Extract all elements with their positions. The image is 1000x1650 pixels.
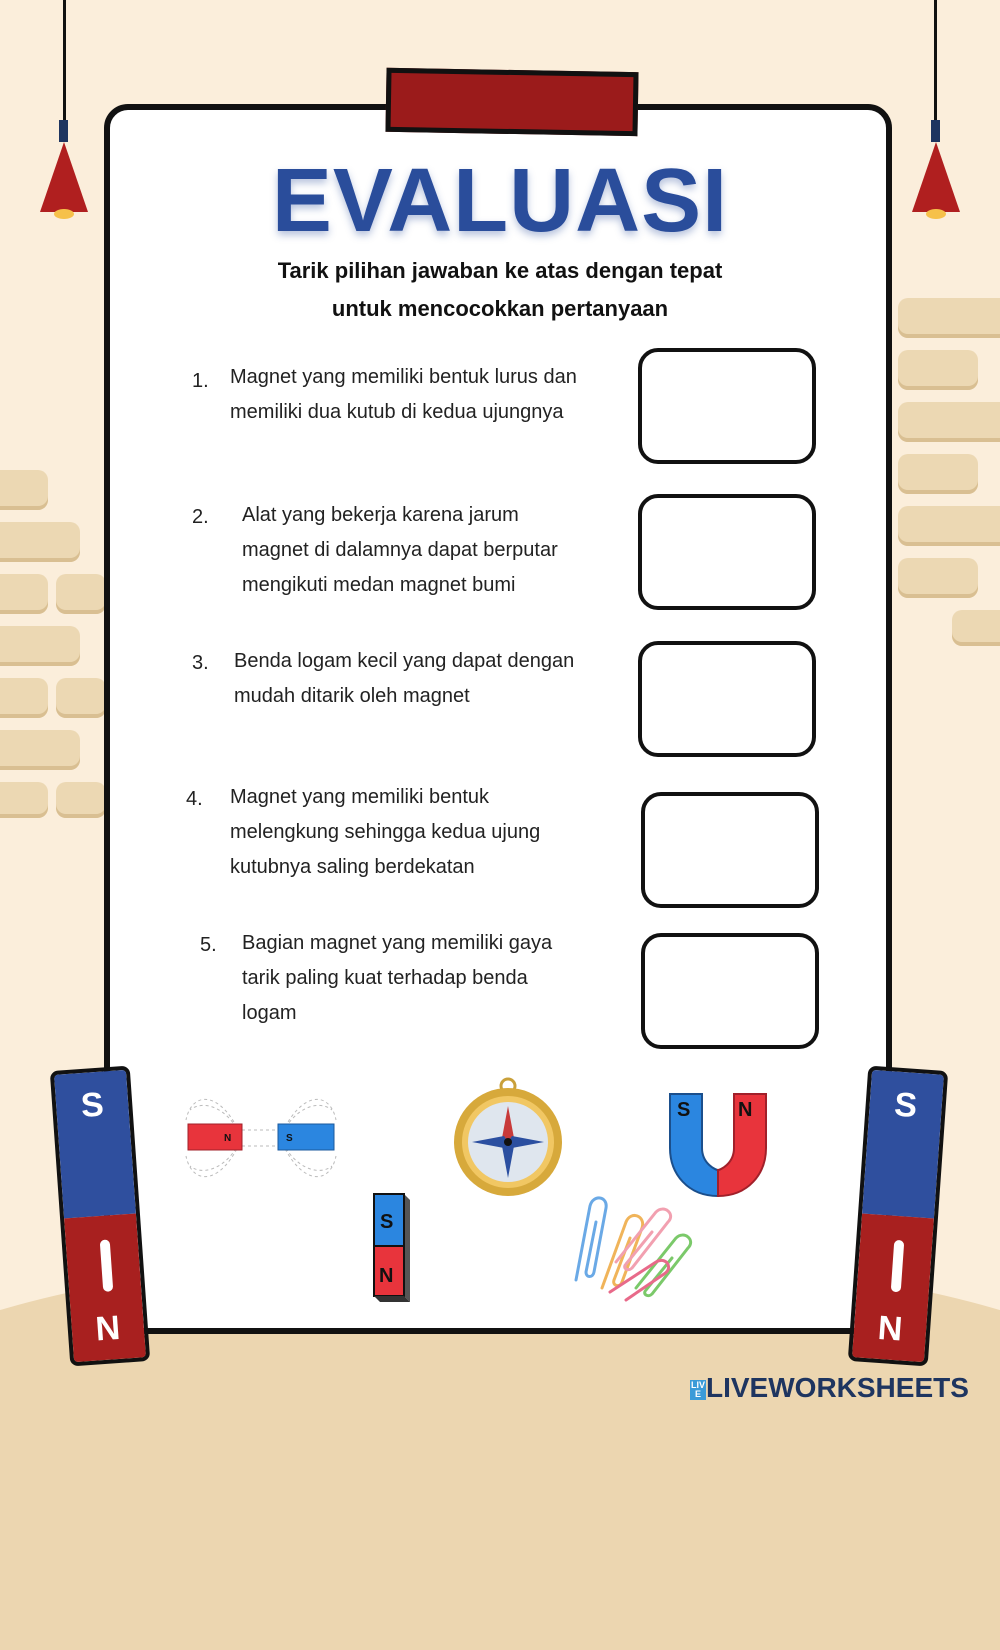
bar-magnet-icon[interactable] bbox=[370, 1190, 414, 1308]
question-line: Magnet yang memiliki bentuk bbox=[230, 786, 490, 808]
question-text bbox=[234, 644, 574, 714]
brick bbox=[0, 678, 48, 718]
answer-drop-box-4[interactable] bbox=[641, 792, 819, 908]
subtitle-line-2: untuk mencocokkan pertanyaan bbox=[331, 296, 669, 321]
lamp-cord bbox=[63, 0, 66, 128]
brick bbox=[0, 522, 80, 562]
brick bbox=[952, 610, 1000, 646]
magnet-label-n: N bbox=[94, 1308, 122, 1349]
compass-icon[interactable] bbox=[448, 1076, 568, 1198]
question-line: Bagian magnet yang memiliki gaya bbox=[242, 932, 553, 954]
magnet-label-s: S bbox=[893, 1085, 919, 1126]
magnet-label-s: S bbox=[79, 1085, 105, 1126]
page-title: EVALUASI bbox=[271, 151, 729, 251]
svg-text:N: N bbox=[738, 1099, 753, 1121]
question-line: mengikuti medan magnet bumi bbox=[242, 574, 516, 596]
question-line: Magnet yang memiliki bentuk lurus dan bbox=[230, 366, 577, 388]
question-line: mudah ditarik oleh magnet bbox=[234, 685, 470, 707]
svg-text:N: N bbox=[379, 1265, 394, 1287]
brick bbox=[0, 782, 48, 818]
brick bbox=[56, 782, 106, 818]
brick bbox=[56, 574, 106, 614]
question-number: 1. bbox=[192, 370, 209, 392]
question-line: tarik paling kuat terhadap benda bbox=[242, 967, 528, 989]
svg-text:S: S bbox=[380, 1211, 394, 1233]
question-text bbox=[242, 926, 552, 1031]
paperclips-icon[interactable] bbox=[556, 1192, 704, 1308]
brick bbox=[898, 454, 978, 494]
question-line: melengkung sehingga kedua ujung bbox=[230, 821, 541, 843]
logo-badge: LIVE bbox=[691, 1379, 706, 1399]
answer-drop-box-1[interactable] bbox=[638, 348, 816, 464]
magnet-label-n: N bbox=[876, 1308, 904, 1349]
brick bbox=[898, 506, 1000, 546]
question-text bbox=[230, 780, 540, 885]
brick bbox=[56, 678, 106, 718]
brick bbox=[898, 350, 978, 390]
question-number: 5. bbox=[200, 934, 217, 956]
brick bbox=[0, 574, 48, 614]
brick bbox=[0, 470, 48, 510]
question-line: memiliki dua kutub di kedua ujungnya bbox=[230, 401, 564, 423]
question-text bbox=[242, 498, 558, 603]
brick bbox=[898, 402, 1000, 442]
subtitle-line-1: Tarik pilihan jawaban ke atas dengan tepat bbox=[277, 258, 723, 283]
question-line: Alat yang bekerja karena jarum bbox=[242, 504, 519, 526]
question-line: Benda logam kecil yang dapat dengan bbox=[234, 650, 575, 672]
liveworksheets-logo bbox=[690, 1372, 969, 1404]
answer-drop-box-5[interactable] bbox=[641, 933, 819, 1049]
logo-text: LIVEWORKSHEETS bbox=[706, 1372, 969, 1403]
svg-text:S: S bbox=[677, 1099, 691, 1121]
answer-drop-box-2[interactable] bbox=[638, 494, 816, 610]
question-number: 2. bbox=[192, 506, 209, 528]
tape-decoration bbox=[385, 68, 638, 136]
brick bbox=[0, 730, 80, 770]
magnet-field-icon[interactable] bbox=[182, 1080, 340, 1196]
brick bbox=[0, 626, 80, 666]
question-line: magnet di dalamnya dapat berputar bbox=[242, 539, 558, 561]
question-line: kutubnya saling berdekatan bbox=[230, 856, 475, 878]
brick bbox=[898, 558, 978, 598]
lamp-cord bbox=[934, 0, 937, 128]
question-text bbox=[230, 360, 577, 430]
svg-text:N: N bbox=[224, 1133, 232, 1144]
question-number: 4. bbox=[186, 788, 203, 810]
question-number: 3. bbox=[192, 652, 209, 674]
horseshoe-magnet-icon[interactable] bbox=[664, 1088, 772, 1200]
svg-text:S: S bbox=[286, 1133, 293, 1144]
question-line: logam bbox=[242, 1002, 297, 1024]
answer-drop-box-3[interactable] bbox=[638, 641, 816, 757]
